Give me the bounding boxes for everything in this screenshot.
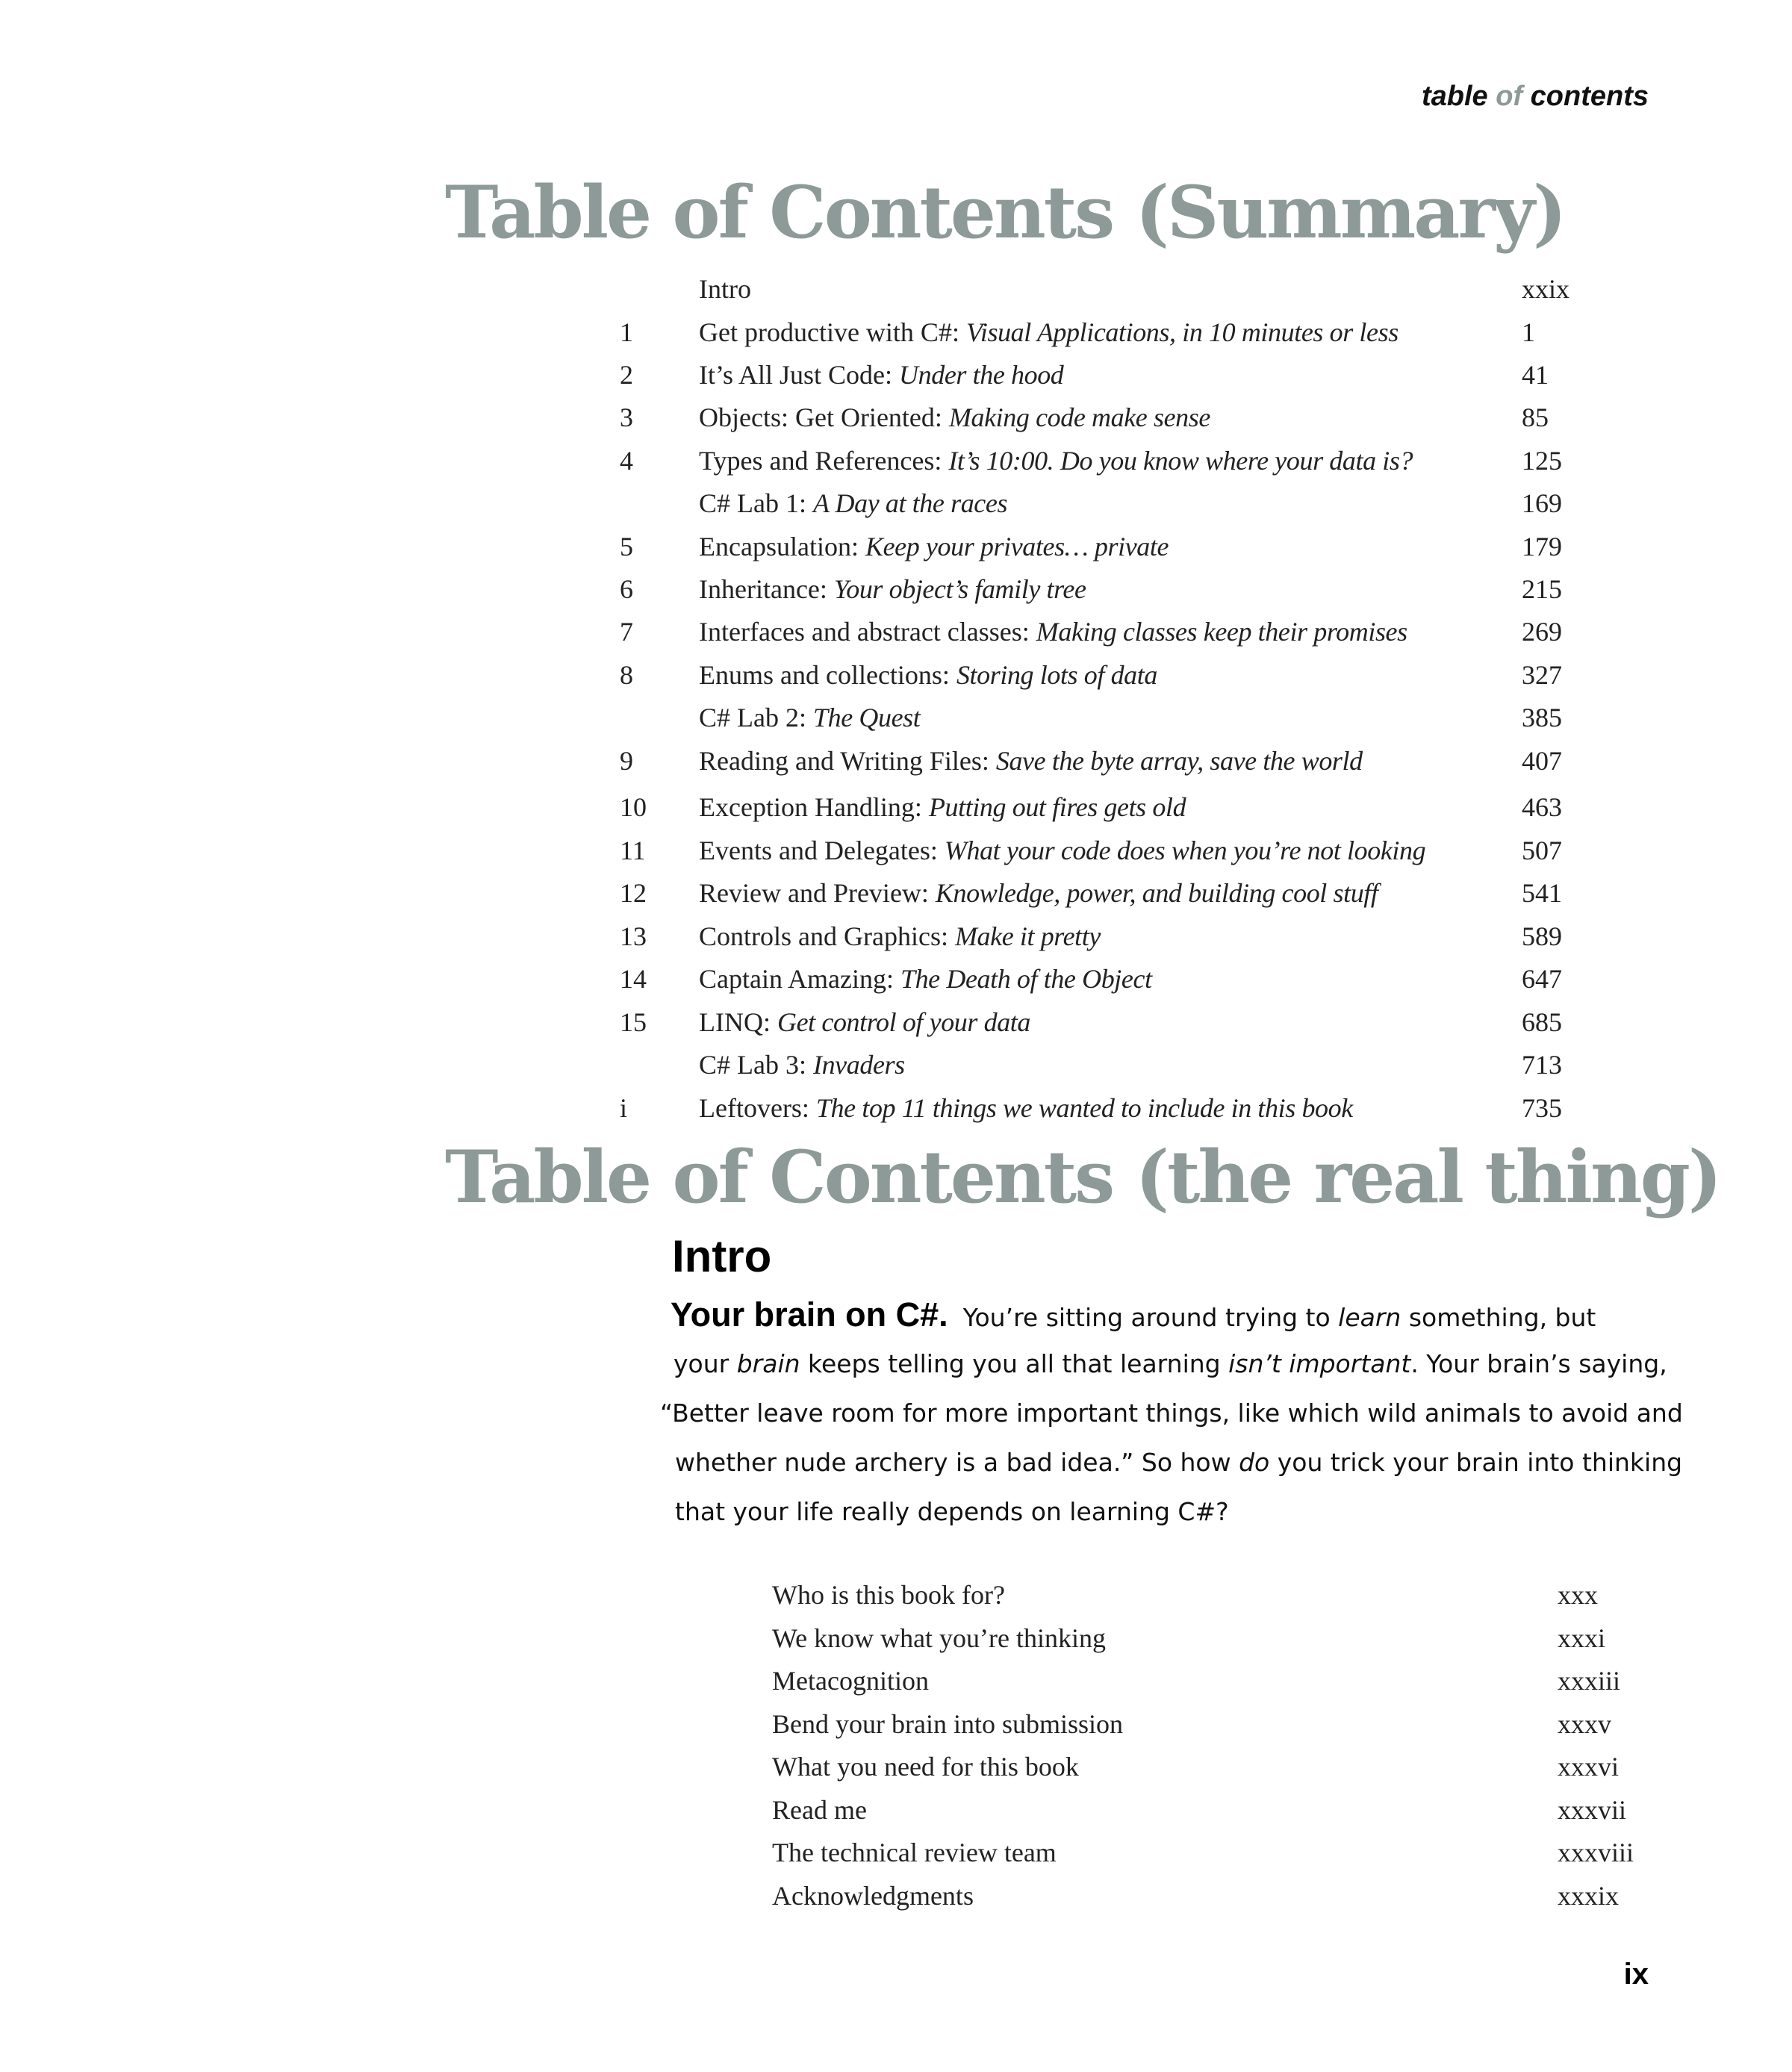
intro-heading: Intro xyxy=(672,1231,772,1281)
chapter-page: 125 xyxy=(1522,446,1562,476)
intro-entry-title: Acknowledgments xyxy=(772,1881,974,1911)
paragraph-text: . Your brain’s saying, xyxy=(1410,1349,1667,1378)
running-head-suffix: contents xyxy=(1530,81,1649,112)
chapter-page: 507 xyxy=(1522,836,1562,865)
chapter-entry xyxy=(699,311,1399,354)
chapter-subtitle: Keep your privates… private xyxy=(865,532,1169,561)
chapter-subtitle: The Quest xyxy=(812,703,921,732)
paragraph-text: You’re sitting around trying to xyxy=(962,1303,1339,1332)
chapter-entry xyxy=(699,696,920,739)
chapter-page: xxix xyxy=(1522,274,1570,304)
chapter-title: LINQ: xyxy=(699,1007,777,1037)
chapter-page: 713 xyxy=(1522,1050,1562,1080)
chapter-title: Interfaces and abstract classes: xyxy=(699,617,1036,647)
chapter-number: i xyxy=(620,1093,628,1123)
paragraph-text: something, but xyxy=(1401,1303,1596,1332)
chapter-subtitle: Putting out fires gets old xyxy=(928,792,1186,822)
running-head-middle: of xyxy=(1496,81,1523,112)
chapter-page: 647 xyxy=(1522,964,1562,994)
intro-entry-title: Read me xyxy=(772,1795,867,1825)
chapter-subtitle: Make it pretty xyxy=(954,921,1101,951)
intro-entry-page: xxxv xyxy=(1558,1709,1611,1739)
chapter-page: 327 xyxy=(1522,660,1562,690)
chapter-title: Get productive with C#: xyxy=(699,317,966,347)
chapter-subtitle: Your object’s family tree xyxy=(833,574,1086,604)
chapter-title: Encapsulation: xyxy=(699,532,865,561)
chapter-title: It’s All Just Code: xyxy=(699,360,900,390)
chapter-title: Events and Delegates: xyxy=(699,836,945,865)
chapter-title: Types and References: xyxy=(699,446,949,476)
running-head-prefix: table xyxy=(1421,81,1488,112)
chapter-number: 7 xyxy=(620,617,633,647)
chapter-title: Review and Preview: xyxy=(699,878,936,908)
intro-entry-page: xxxi xyxy=(1558,1623,1606,1653)
chapter-entry xyxy=(699,871,1378,915)
chapter-page: 735 xyxy=(1522,1093,1562,1123)
intro-entry-title: The technical review team xyxy=(772,1838,1057,1867)
chapter-page: 1 xyxy=(1522,317,1535,347)
intro-paragraph xyxy=(660,1290,1683,1537)
chapter-entry xyxy=(699,482,1007,525)
chapter-page: 169 xyxy=(1522,488,1562,518)
chapter-number: 6 xyxy=(620,574,633,604)
intro-entry-page: xxxix xyxy=(1558,1881,1620,1911)
intro-entry-page: xxxiii xyxy=(1558,1666,1621,1696)
emphasis-text: do xyxy=(1239,1448,1270,1477)
chapter-subtitle: The top 11 things we wanted to include in this book xyxy=(815,1093,1353,1123)
chapter-page: 41 xyxy=(1522,360,1549,390)
chapter-number: 10 xyxy=(620,792,647,822)
emphasis-text: learn xyxy=(1338,1303,1401,1332)
paragraph-text: your xyxy=(673,1349,737,1378)
chapter-page: 589 xyxy=(1522,921,1562,951)
paragraph-text: that your life really depends on learning C#? xyxy=(675,1497,1229,1526)
chapter-subtitle: A Day at the races xyxy=(812,488,1008,518)
chapter-entry xyxy=(699,829,1425,872)
chapter-number: 9 xyxy=(620,746,633,776)
chapter-page: 179 xyxy=(1522,532,1562,561)
chapter-subtitle: Under the hood xyxy=(899,360,1064,390)
chapter-number: 15 xyxy=(620,1007,647,1037)
chapter-title: C# Lab 3: xyxy=(699,1050,813,1080)
paragraph-line xyxy=(660,1389,1683,1438)
chapter-subtitle: Visual Applications, in 10 minutes or less xyxy=(965,317,1399,347)
paragraph-line xyxy=(660,1290,1653,1340)
chapter-entry xyxy=(699,653,1157,697)
chapter-entry xyxy=(699,439,1413,482)
chapter-number: 5 xyxy=(620,532,633,561)
chapter-subtitle: Get control of your data xyxy=(777,1007,1031,1037)
chapter-title: Inheritance: xyxy=(699,574,834,604)
summary-title: Table of Contents (Summary) xyxy=(445,170,1565,255)
chapter-entry xyxy=(699,525,1169,568)
chapter-page: 385 xyxy=(1522,703,1562,732)
chapter-page: 85 xyxy=(1522,402,1549,432)
intro-entry-page: xxxvi xyxy=(1558,1752,1620,1782)
page-number: ix xyxy=(1623,1958,1649,1991)
chapter-number: 11 xyxy=(620,836,646,865)
chapter-number: 14 xyxy=(620,964,647,994)
chapter-number: 2 xyxy=(620,360,633,390)
chapter-entry xyxy=(699,353,1063,396)
chapter-subtitle: Storing lots of data xyxy=(956,660,1157,690)
intro-entry-title: We know what you’re thinking xyxy=(772,1623,1107,1653)
chapter-entry xyxy=(699,1086,1353,1130)
chapter-entry xyxy=(699,1001,1030,1044)
chapter-entry xyxy=(699,610,1407,653)
intro-entry-title: Metacognition xyxy=(772,1666,929,1696)
paragraph-text: keeps telling you all that learning xyxy=(800,1349,1229,1378)
paragraph-line xyxy=(660,1340,1667,1389)
chapter-title: Controls and Graphics: xyxy=(699,921,955,951)
chapter-page: 215 xyxy=(1522,574,1562,604)
chapter-page: 463 xyxy=(1522,792,1562,822)
chapter-subtitle: Save the byte array, save the world xyxy=(995,746,1363,776)
intro-lead: Your brain on C#. xyxy=(671,1295,948,1334)
running-head xyxy=(1422,81,1649,113)
chapter-title: Exception Handling: xyxy=(699,792,929,822)
paragraph-text: “Better leave room for more important things, like which wild animals to avoid and xyxy=(660,1399,1683,1428)
emphasis-text: isn’t important xyxy=(1228,1349,1411,1378)
chapter-entry xyxy=(699,396,1210,439)
chapter-page: 685 xyxy=(1522,1007,1562,1037)
chapter-entry xyxy=(699,267,751,311)
chapter-number: 1 xyxy=(620,317,633,347)
intro-entry-page: xxx xyxy=(1558,1580,1598,1610)
chapter-number: 13 xyxy=(620,921,647,951)
chapter-entry xyxy=(699,915,1101,958)
chapter-number: 3 xyxy=(620,402,633,432)
chapter-title: Objects: Get Oriented: xyxy=(699,402,949,432)
paragraph-line xyxy=(660,1438,1683,1487)
real-title: Table of Contents (the real thing) xyxy=(445,1135,1720,1219)
chapter-number: 8 xyxy=(620,660,633,690)
emphasis-text: brain xyxy=(736,1349,800,1378)
chapter-page: 407 xyxy=(1522,746,1562,776)
chapter-number: 4 xyxy=(620,446,633,476)
chapter-page: 269 xyxy=(1522,617,1562,647)
chapter-entry xyxy=(699,567,1086,611)
chapter-entry xyxy=(699,1043,905,1086)
chapter-entry xyxy=(699,785,1186,829)
chapter-subtitle: The Death of the Object xyxy=(900,964,1152,994)
intro-entry-page: xxxvii xyxy=(1558,1795,1627,1825)
chapter-title: Leftovers: xyxy=(699,1093,816,1123)
chapter-subtitle: Making classes keep their promises xyxy=(1036,617,1407,647)
chapter-subtitle: Knowledge, power, and building cool stuff xyxy=(935,878,1378,908)
chapter-entry xyxy=(699,957,1152,1001)
chapter-subtitle: Invaders xyxy=(812,1050,905,1080)
chapter-subtitle: It’s 10:00. Do you know where your data is? xyxy=(948,446,1413,476)
chapter-subtitle: What your code does when you’re not looking xyxy=(944,836,1426,865)
chapter-subtitle: Making code make sense xyxy=(948,402,1210,432)
chapter-entry xyxy=(699,739,1363,783)
chapter-title: C# Lab 1: xyxy=(699,488,813,518)
intro-entry-title: Bend your brain into submission xyxy=(772,1709,1123,1739)
intro-entry-title: Who is this book for? xyxy=(772,1580,1005,1610)
intro-entry-title: What you need for this book xyxy=(772,1752,1079,1782)
chapter-title: C# Lab 2: xyxy=(699,703,813,732)
chapter-title: Reading and Writing Files: xyxy=(699,746,996,776)
chapter-number: 12 xyxy=(620,878,647,908)
chapter-title: Captain Amazing: xyxy=(699,964,900,994)
chapter-title: Intro xyxy=(699,274,751,304)
chapter-page: 541 xyxy=(1522,878,1562,908)
chapter-title: Enums and collections: xyxy=(699,660,956,690)
paragraph-text: you trick your brain into thinking xyxy=(1269,1448,1683,1477)
paragraph-line xyxy=(660,1487,1653,1537)
paragraph-text: whether nude archery is a bad idea.” So how xyxy=(675,1448,1239,1477)
intro-entry-page: xxxviii xyxy=(1558,1838,1634,1867)
